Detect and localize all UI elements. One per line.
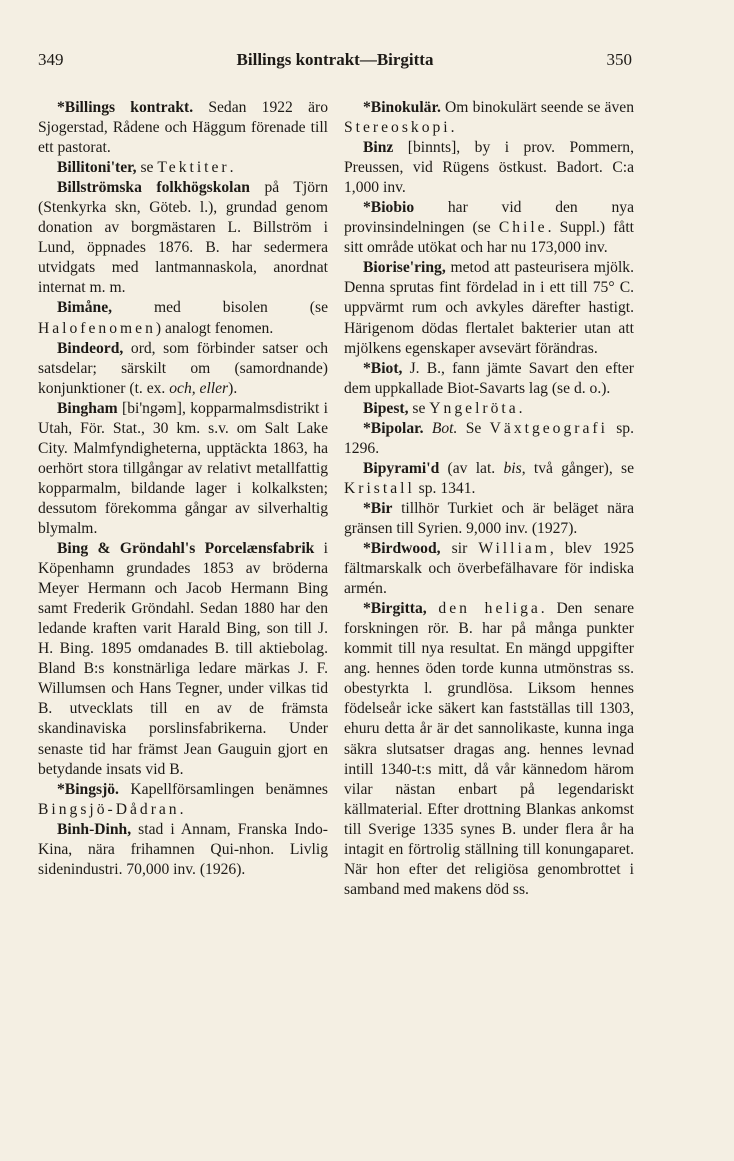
entry-text: ord, som förbinder satser och satsdelar; särskilt om (samordnande) konjunktioner (t. ex. — [38, 339, 328, 397]
entry-italic-term: Bot. — [431, 419, 458, 437]
dictionary-entry — [344, 258, 634, 358]
entry-headword: *Birdwood, — [363, 540, 441, 558]
entry-headword: Bingham — [57, 399, 118, 417]
entry-headword: Bing & Gröndahl's Porcelænsfabrik — [57, 540, 315, 558]
entry-headword: Bimåne, — [57, 299, 113, 317]
entry-headword: *Bir — [363, 499, 393, 517]
dictionary-entry — [344, 599, 634, 900]
dictionary-entry — [344, 419, 634, 459]
entry-text: stad i Annam, Franska Indo-Kina, nära frihamnen Qui-nhon. Livlig sidenindustri. 70,000 inv. (1926). — [38, 820, 328, 878]
entry-text: , blev 1925 fältmarskalk och överbefälhavare för indiska armén. — [344, 540, 635, 598]
entry-text: J. B., fann jämte Savart den efter dem uppkallade Biot-Savarts lag (se d. o.). — [344, 359, 634, 397]
entry-headword: Billströmska folkhögskolan — [57, 179, 250, 197]
dictionary-entry — [344, 399, 634, 419]
entry-headword: *Binokulär. — [363, 99, 441, 116]
entry-cross-reference: Stereoskopi — [344, 119, 451, 137]
entry-text: sir — [440, 540, 479, 558]
entry-text: metod att pasteurisera mjölk. Denna sprutas fint fördelad in i ett till 75° C. uppvärmt rum och avkyles därefter hastigt. Härigenom dödas flertalet bakterier utan att mjölkens egenskaper avsevärt förändras. — [344, 259, 634, 357]
entry-headword: *Bipolar. — [363, 419, 424, 437]
entry-text: , två gånger), se — [521, 459, 635, 477]
dictionary-entry — [344, 459, 634, 499]
entry-headword: Binz — [363, 139, 394, 157]
entry-cross-reference: Chile — [498, 219, 548, 237]
entry-text: . — [450, 119, 455, 137]
entry-headword: Bipest, — [363, 399, 409, 417]
dictionary-entry — [38, 399, 328, 539]
running-title: Billings kontrakt—Birgitta — [236, 50, 434, 69]
entry-text: på Tjörn (Stenkyrka skn, Göteb. l.), grundad genom donation av borgmästaren L. Billström i Lund, öppnades 1876. B. har sedermera utvidgats med lantmannaskola, anordnat internat m. m. — [38, 179, 328, 297]
dictionary-entry — [344, 98, 634, 138]
dictionary-entry — [344, 499, 634, 539]
entry-headword: *Biobio — [363, 199, 415, 217]
entry-headword: Billitoni'ter, — [57, 159, 137, 177]
dictionary-entry — [38, 820, 328, 880]
dictionary-entry — [38, 539, 328, 780]
dictionary-entry — [38, 98, 328, 158]
entry-headword: *Billings kontrakt. — [57, 99, 194, 116]
left-column — [38, 98, 328, 880]
dictionary-entry — [344, 138, 634, 198]
dictionary-entry — [344, 198, 634, 258]
entry-text: ) analogt fenomen. — [155, 319, 274, 337]
entry-italic-term: och, eller — [169, 379, 229, 397]
entry-cross-reference: Växtgeografi — [489, 419, 608, 437]
entry-headword: Bipyrami'd — [363, 459, 440, 477]
entry-cross-reference: Halofenomen — [38, 319, 156, 337]
dictionary-entry — [38, 298, 328, 338]
entry-text: med bisolen (se — [112, 299, 328, 317]
entry-cross-reference: Kristall — [344, 479, 415, 497]
page-header — [38, 50, 632, 76]
entry-cross-reference: Tektiter — [157, 159, 230, 177]
entry-cross-reference: Bingsjö-Dådran — [38, 800, 180, 818]
entry-text: [bi'ngəm], kopparmalmsdistrikt i Utah, För. Stat., 30 km. s.v. om Salt Lake City. Malmfyndigheterna, upptäckta 1863, ha oerhört stora tillgångar av relativt metallfattig kopparmalm, bildande lager i kolkalksten; dessutom förekomma gångar av silverhaltig blymalm. — [38, 399, 328, 537]
entry-text: tillhör Turkiet och är beläget nära gränsen till Syrien. 9,000 inv. (1927). — [344, 499, 634, 537]
entry-text: ). — [228, 379, 238, 397]
entry-headword: Bindeord, — [57, 339, 124, 357]
entry-headword: Biorise'ring, — [363, 259, 446, 277]
entry-text: Kapellförsamlingen benämnes — [118, 780, 328, 798]
entry-text: sp. 1296. — [344, 419, 635, 457]
dictionary-entry — [38, 780, 328, 820]
entry-cross-reference: William — [478, 540, 550, 558]
entry-text: . — [229, 159, 234, 177]
page-number-right: 350 — [606, 50, 632, 69]
entry-text: se — [136, 159, 158, 177]
dictionary-entry — [38, 339, 328, 399]
right-column — [344, 98, 634, 900]
entry-text: Om binokulärt seende se även — [440, 99, 634, 116]
entry-text: . Suppl.) fått sitt område utökat och har nu 173,000 inv. — [344, 219, 634, 257]
entry-text — [427, 600, 439, 617]
dictionary-entry — [344, 359, 634, 399]
entry-cross-reference: den heliga — [438, 600, 541, 618]
entry-text — [424, 420, 432, 437]
entry-text: [binnts], by i prov. Pommern, Preussen, vid Rügens östkust. Badort. C:a 1,000 inv. — [344, 139, 634, 197]
entry-text: Se — [457, 419, 490, 437]
dictionary-entry — [38, 158, 328, 178]
page-number-left: 349 — [38, 50, 64, 69]
entry-text: . — [179, 800, 184, 818]
entry-cross-reference: Yngelröta — [429, 399, 519, 417]
entry-text: i Köpenhamn grundades 1853 av bröderna Meyer Hermann och Jacob Hermann Bing samt Frederik Gröndahl. Sedan 1880 har den ledande kraften varit Harald Bing, son till J. H. Bing. 1895 omdanades B. till aktiebolag. Bland B:s konstnärliga ledare märkas J. F. Willumsen och Hans Tegner, under vilkas tid B. utvecklats till en av de främsta skandinaviska porslinsfabrikerna. Under senaste tid har främst Jean Gauguin gjort en betydande insats vid B. — [38, 540, 328, 778]
entry-headword: *Bingsjö. — [57, 780, 119, 798]
entry-text: sp. 1341. — [414, 479, 476, 497]
entry-text: . — [518, 399, 523, 417]
entry-text: . Den senare forskningen rör. B. har på många punkter kommit till nya resultat. En mängd uppgifter ang. hennes öden torde kunna utmönstras ss. obestyrkta l. grundlösa. Liksom hennes födelseår icke säkert kan fastställas till 1303, ehuru detta år är det sannolikaste, kunna inga säkra slutsatser dragas ang. hennes levnad intill 1340-t:s mitt, då vår kännedom härom vilar nästan enbart på legendariskt källmaterial. Efter drottning Blankas ankomst till Sverige 1335 synes B. under flera år ha intagit en förtrolig ställning till konungaparet. När hon efter det religiösa genombrottet i samband med makens död ss. — [344, 600, 634, 898]
entry-headword: *Biot, — [363, 359, 403, 377]
entry-text: har vid den nya provinsindelningen (se — [344, 199, 634, 237]
dictionary-entry — [38, 178, 328, 298]
entry-headword: Binh-Dinh, — [57, 820, 132, 838]
entry-text: (av lat. — [439, 459, 504, 477]
entry-headword: *Birgitta, — [363, 600, 427, 618]
entry-text: Sedan 1922 äro Sjogerstad, Rådene och Häggum förenade till ett pastorat. — [38, 99, 328, 157]
entry-text: se — [408, 399, 430, 417]
entry-italic-term: bis — [503, 459, 522, 477]
dictionary-entry — [344, 539, 634, 599]
